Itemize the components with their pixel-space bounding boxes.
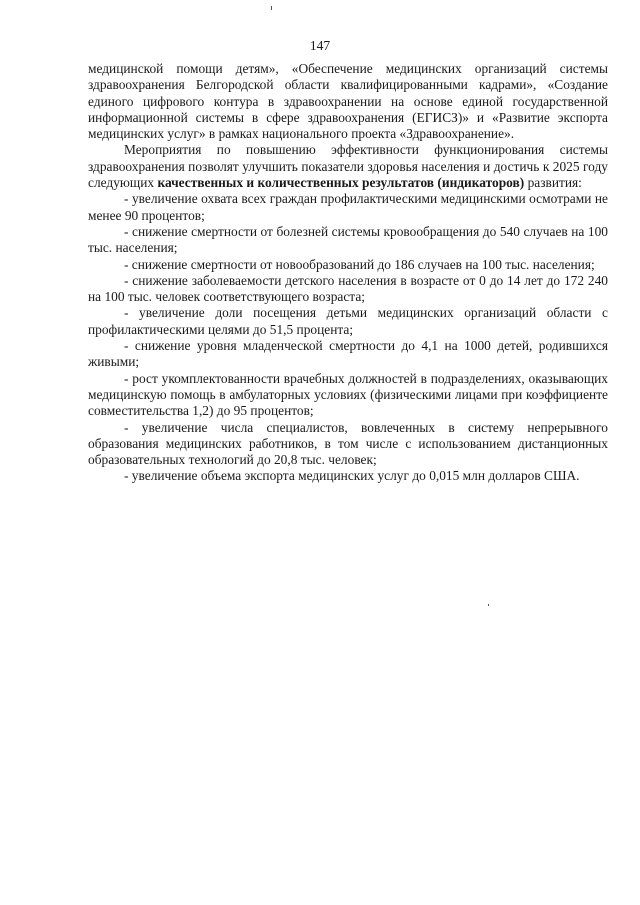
result-item: - увеличение охвата всех граждан профилактическими медицинскими осмотрами не менее 90 процентов;	[88, 191, 608, 223]
measures-bold-phrase: качественных и количественных результатов (индикаторов)	[157, 175, 525, 191]
intro-paragraph: медицинской помощи детям», «Обеспечение медицинских организаций системы здравоохранения Белгородской области квалифицированными кадрами», «Создание единого цифрового контура в здравоохранении на основе единой государственной информационной системы в сфере здравоохранения (ЕГИСЗ)» и «Развитие экспорта медицинских услуг» в рамках национального проекта «Здравоохранение».	[88, 61, 608, 142]
result-item: - увеличение числа специалистов, вовлеченных в систему непрерывного образования медицинских работников, в том числе с использованием дистанционных образовательных технологий до 20,8 тыс. человек;	[88, 419, 608, 468]
result-item: - снижение смертности от новообразований до 186 случаев на 100 тыс. населения;	[124, 256, 595, 272]
result-item: - увеличение объема экспорта медицинских услуг до 0,015 млн долларов США.	[124, 468, 580, 484]
page-number: 147	[309, 38, 331, 53]
body-text	[88, 61, 608, 485]
scan-artifact-right	[488, 604, 489, 606]
result-item: - снижение уровня младенческой смертности до 4,1 на 1000 детей, родившихся живыми;	[88, 338, 608, 370]
measures-tail: развития:	[524, 175, 582, 191]
result-item: - увеличение доли посещения детьми медицинских организаций области с профилактическими целями до 51,5 процента;	[88, 305, 608, 337]
scan-artifact-top	[271, 6, 272, 10]
measures-paragraph	[88, 142, 608, 191]
measures-lead: Мероприятия по повышению эффективности функционирования системы здравоохранения позволят улучшить показатели здоровья населения и достичь к 2025 году следующих	[88, 142, 608, 191]
result-item: - снижение смертности от болезней системы кровообращения до 540 случаев на 100 тыс. населения;	[88, 223, 608, 256]
result-item: - снижение заболеваемости детского населения в возрасте от 0 до 14 лет до 172 240 на 100 тыс. человек соответствующего возраста;	[88, 272, 608, 305]
result-item: - рост укомплектованности врачебных должностей в подразделениях, оказывающих медицинскую помощь в амбулаторных условиях (физическими лицами при коэффициенте совместительства 1,2) до 95 процентов;	[88, 370, 608, 419]
